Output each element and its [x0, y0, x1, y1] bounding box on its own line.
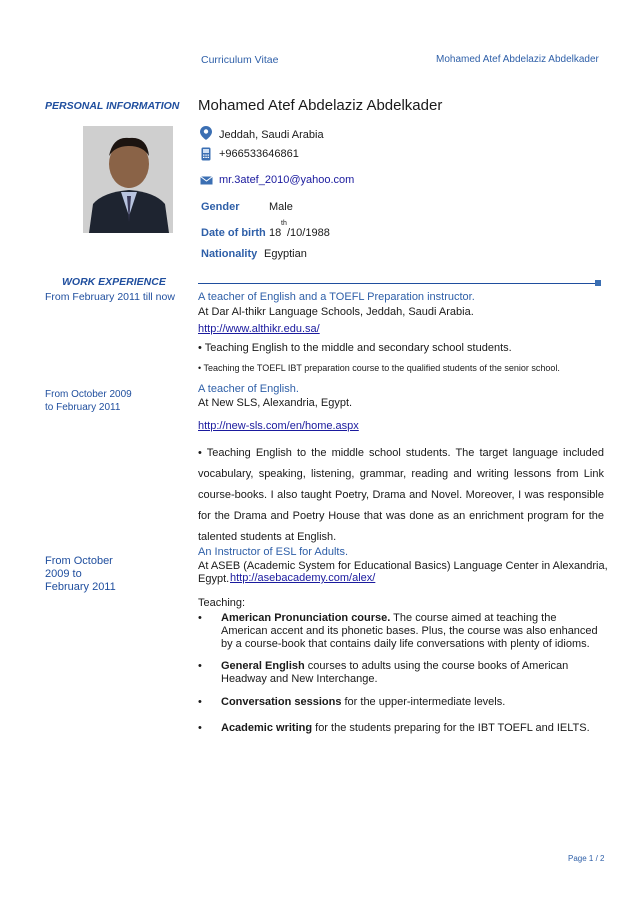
- item-bold: Academic writing: [221, 722, 313, 734]
- job3-date-line3: February 2011: [45, 581, 116, 593]
- job2-date-line1: From October 2009: [45, 389, 132, 400]
- item-bold: Conversation sessions: [221, 696, 342, 708]
- teaching-item: [198, 722, 598, 737]
- job3-date-line1: From October: [45, 555, 113, 567]
- teaching-item-text: [221, 612, 603, 651]
- envelope-icon: [200, 172, 213, 181]
- phone-text: +966533646861: [219, 148, 299, 160]
- nationality-value: Egyptian: [264, 248, 307, 260]
- email-link[interactable]: mr.3atef_2010@yahoo.com: [219, 174, 355, 186]
- item-rest: The course aimed at teaching the American accent and its phonetic bases. Plus, the course was also enhanced by a course-book that contains daily life conversations with plenty of idioms.: [221, 612, 598, 650]
- profile-photo: [83, 126, 173, 233]
- job1-place: At Dar Al-thikr Language Schools, Jeddah, Saudi Arabia.: [198, 306, 474, 318]
- header-name: Mohamed Atef Abdelaziz Abdelkader: [436, 54, 599, 65]
- job1-date: From February 2011 till now: [45, 291, 175, 303]
- job1-bullet1: • Teaching English to the middle and secondary school students.: [198, 342, 512, 354]
- dob-label: Date of birth: [201, 227, 266, 239]
- teaching-item-text: [221, 722, 603, 735]
- job1-bullet2: • Teaching the TOEFL IBT preparation course to the qualified students of the senior school.: [198, 363, 560, 373]
- job3-place-line1: At ASEB (Academic System for Educational Basics) Language Center in Alexandria,: [198, 560, 608, 572]
- section-divider: [198, 283, 595, 284]
- bullet-dot: •: [198, 612, 202, 624]
- job2-link[interactable]: http://new-sls.com/en/home.aspx: [198, 420, 359, 432]
- job2-paragraph: • Teaching English to the middle school students. The target language included vocabulary, speaking, listening, grammar, reading and writing lessons from Link course-books. I also taught Poetry, Drama and Novel. Moreover, I was responsible for the Drama and Poetry House that was done as an enrichment program for the talented students at English.: [198, 447, 604, 543]
- portrait-image: [83, 126, 173, 233]
- job3-place-line2: Egypt.: [198, 573, 230, 585]
- item-bold: American Pronunciation course.: [221, 612, 391, 624]
- bullet-dot: •: [198, 722, 202, 734]
- work-section-label: WORK EXPERIENCE: [62, 276, 166, 288]
- teaching-item-text: [221, 660, 603, 686]
- phone-icon: [201, 147, 211, 161]
- teaching-item: [198, 612, 598, 652]
- teaching-item: [198, 696, 598, 711]
- nationality-label: Nationality: [201, 248, 258, 260]
- candidate-name: Mohamed Atef Abdelaziz Abdelkader: [198, 97, 443, 114]
- gender-label: Gender: [201, 201, 240, 213]
- teaching-item: [198, 660, 598, 688]
- job3-title: An Instructor of ESL for Adults.: [198, 546, 348, 558]
- bullet-dot: •: [198, 696, 202, 708]
- job2-place: At New SLS, Alexandria, Egypt.: [198, 397, 353, 409]
- dob-day: 18: [269, 227, 282, 239]
- job3-date-line2: 2009 to: [45, 568, 82, 580]
- job2-title: A teacher of English.: [198, 383, 299, 395]
- bullet-dot: •: [198, 660, 202, 672]
- job1-title: A teacher of English and a TOEFL Preparation instructor.: [198, 291, 475, 303]
- item-bold: General English: [221, 660, 305, 672]
- dob-suffix: th: [281, 220, 287, 227]
- location-pin-icon: [200, 126, 212, 140]
- job3-link[interactable]: http://asebacademy.com/alex/: [230, 572, 376, 584]
- item-rest: for the upper-intermediate levels.: [341, 696, 506, 708]
- job1-link[interactable]: http://www.althikr.edu.sa/: [198, 323, 320, 335]
- teaching-label: Teaching:: [198, 597, 246, 609]
- page-number: Page 1 / 2: [568, 854, 605, 863]
- personal-section-label: PERSONAL INFORMATION: [45, 100, 180, 112]
- location-text: Jeddah, Saudi Arabia: [219, 129, 324, 141]
- gender-value: Male: [269, 201, 293, 213]
- job2-date-line2: to February 2011: [45, 402, 121, 413]
- dob-rest: /10/1988: [287, 227, 330, 239]
- item-rest: for the students preparing for the IBT TOEFL and IELTS.: [312, 722, 590, 734]
- teaching-item-text: [221, 696, 603, 709]
- item-rest: courses to adults using the course books of American Headway and New Interchange.: [221, 660, 569, 685]
- divider-square: [595, 280, 601, 286]
- header-title: Curriculum Vitae: [201, 54, 279, 66]
